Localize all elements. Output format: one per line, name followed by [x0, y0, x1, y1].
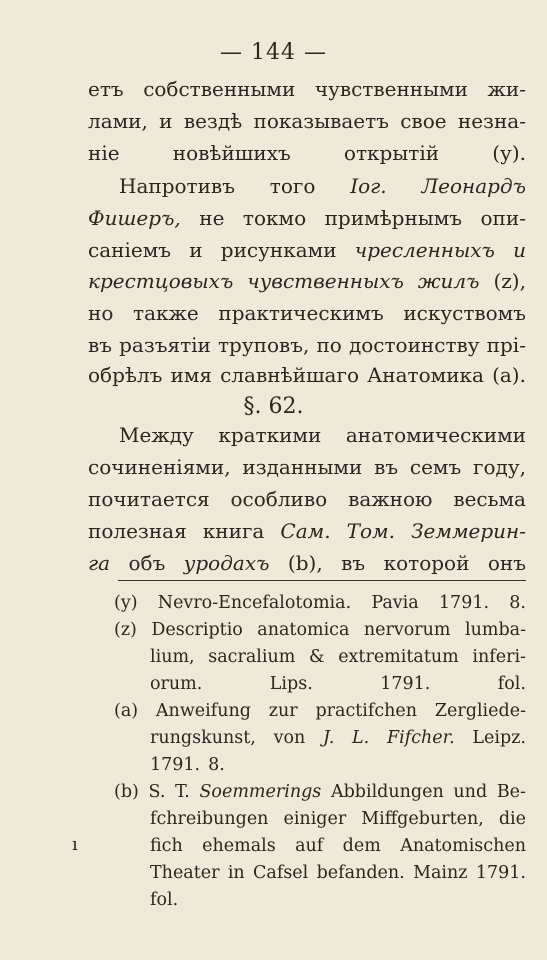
word: лами, — [88, 109, 148, 133]
word: ehemals — [202, 836, 276, 856]
footnote-line — [150, 860, 526, 887]
body-line — [88, 452, 526, 482]
word: незна- — [457, 109, 526, 133]
word: анатомическими — [345, 423, 526, 447]
word: S. — [148, 782, 166, 802]
word: того — [269, 174, 316, 198]
word: также — [133, 301, 199, 325]
word: опи- — [480, 206, 526, 230]
body-line — [88, 203, 526, 233]
word: Leipz. — [472, 728, 526, 748]
footnote-line — [150, 752, 526, 779]
word: von — [273, 728, 306, 748]
word: Abbildungen — [330, 782, 444, 802]
word: 1791. — [438, 593, 490, 613]
body-line — [88, 484, 526, 514]
word: сочиненіями, — [88, 455, 231, 479]
word: въ — [341, 551, 366, 575]
word: но — [88, 301, 114, 325]
word: Soemmerings — [199, 782, 322, 802]
word: показываетъ — [253, 109, 389, 133]
word: auf — [295, 836, 324, 856]
word: году, — [473, 455, 526, 479]
word: (b) — [114, 782, 139, 802]
word: lumba- — [464, 620, 526, 640]
word: Іог. — [350, 174, 387, 198]
body-line — [88, 360, 526, 390]
word: T. — [175, 782, 190, 802]
word: Pavia — [371, 593, 419, 613]
footnote-line — [114, 698, 526, 725]
word: 1791. — [380, 674, 431, 694]
word: книга — [202, 519, 265, 543]
word: fol. — [150, 890, 179, 910]
word: Be- — [496, 782, 526, 802]
word: не — [199, 206, 225, 230]
word: и — [159, 109, 173, 133]
word: Сам. — [280, 519, 331, 543]
word: Theater — [150, 863, 220, 883]
word: L. — [352, 728, 370, 748]
word: einiger — [283, 809, 347, 829]
word: практическимъ — [218, 301, 384, 325]
word: 8. — [208, 755, 225, 775]
word: почитается — [88, 487, 210, 511]
word: въ — [374, 455, 399, 479]
word: Cafsel — [253, 863, 309, 883]
word: in — [227, 863, 245, 883]
word: Anweifung — [155, 701, 251, 721]
body-line — [88, 266, 526, 296]
word: (z) — [114, 620, 137, 640]
word: lium, — [150, 647, 195, 667]
word: & — [308, 647, 325, 667]
word: (а). — [492, 363, 526, 387]
word: sacralium — [208, 647, 296, 667]
footnote-line — [150, 725, 526, 752]
word: Анатомика — [367, 363, 484, 387]
word: изданными — [242, 455, 363, 479]
word: которой — [383, 551, 470, 575]
word: befanden. — [316, 863, 405, 883]
word: die — [498, 809, 526, 829]
body-line — [88, 235, 526, 265]
word: труповъ, — [217, 333, 310, 357]
word: fchreibungen — [150, 809, 269, 829]
word: крестцовыхъ — [88, 269, 234, 293]
word: Леонардъ — [421, 174, 526, 198]
word: новѣйшихъ — [172, 141, 291, 165]
footnote-line — [150, 644, 526, 671]
word: ніе — [88, 141, 120, 165]
word: и — [513, 238, 526, 262]
word: Nevro-Encefalotomia. — [157, 593, 352, 613]
word: собственными — [143, 77, 296, 101]
word: (y) — [114, 593, 138, 613]
body-line — [88, 516, 526, 546]
word: весьма — [453, 487, 526, 511]
footnote-rule — [118, 580, 526, 581]
footnote-line — [114, 590, 526, 617]
body-line — [88, 298, 526, 328]
word: объ — [128, 551, 166, 575]
word: Descriptio — [151, 620, 243, 640]
word: уродахъ — [183, 551, 270, 575]
word: zur — [268, 701, 298, 721]
word: краткими — [218, 423, 322, 447]
word: (у). — [492, 141, 526, 165]
word: имя — [170, 363, 213, 387]
word: J. — [323, 728, 335, 748]
word: Lips. — [269, 674, 313, 694]
word: въ — [88, 333, 112, 357]
word: га — [88, 551, 111, 575]
body-line — [88, 171, 526, 201]
word: nervorum — [363, 620, 451, 640]
body-line — [88, 106, 526, 136]
word: онъ — [487, 551, 526, 575]
word: вездѣ — [183, 109, 243, 133]
body-line — [88, 420, 526, 450]
body-line — [88, 548, 526, 578]
word: обрѣлъ — [88, 363, 163, 387]
word: inferi- — [472, 647, 526, 667]
body-line — [88, 330, 526, 360]
word: чувственными — [314, 77, 468, 101]
word: (z), — [493, 269, 526, 293]
word: разъятіи — [119, 333, 211, 357]
word: rungskunst, — [150, 728, 256, 748]
word: чресленныхъ — [354, 238, 495, 262]
word: достоинству — [348, 333, 480, 357]
word: dem — [342, 836, 381, 856]
word: Земмерин- — [411, 519, 526, 543]
word: Zergliede- — [434, 701, 526, 721]
word: особливо — [230, 487, 328, 511]
section-heading: §. 62. — [243, 394, 304, 419]
word: саніемъ — [88, 238, 171, 262]
footnote-line — [150, 887, 526, 914]
word: важною — [348, 487, 433, 511]
word: етъ — [88, 77, 124, 101]
word: fol. — [497, 674, 526, 694]
footnote-line — [114, 617, 526, 644]
word: Miffgeburten, — [361, 809, 484, 829]
footnote-line — [114, 779, 526, 806]
word: (a) — [114, 701, 139, 721]
word: токмо — [242, 206, 307, 230]
word: чувственныхъ — [247, 269, 404, 293]
word: жи- — [487, 77, 526, 101]
footnote-line — [150, 671, 526, 698]
word: anatomica — [257, 620, 350, 640]
word: und — [453, 782, 488, 802]
word: Между — [119, 423, 194, 447]
word: свое — [400, 109, 447, 133]
word: Том. — [346, 519, 395, 543]
word: открытій — [343, 141, 440, 165]
word: fich — [150, 836, 183, 856]
word: (b), — [287, 551, 323, 575]
word: 8. — [509, 593, 526, 613]
word: и — [189, 238, 203, 262]
word: славнѣйшаго — [220, 363, 359, 387]
word: прі- — [486, 333, 526, 357]
word: жилъ — [417, 269, 480, 293]
word: 1791. — [150, 755, 201, 775]
word: extremitatum — [338, 647, 459, 667]
margin-mark: ı — [72, 834, 78, 855]
footnote-line — [150, 806, 526, 833]
word: 1791. — [475, 863, 526, 883]
body-line — [88, 74, 526, 104]
word: Fifcher. — [387, 728, 455, 748]
word: Anatomischen — [400, 836, 526, 856]
word: Фишеръ, — [88, 206, 181, 230]
word: по — [316, 333, 342, 357]
word: искуствомъ — [403, 301, 526, 325]
word: practifchen — [315, 701, 418, 721]
word: orum. — [150, 674, 203, 694]
body-line — [88, 138, 526, 168]
word: семъ — [409, 455, 462, 479]
footnote-line — [150, 833, 526, 860]
word: Напротивъ — [119, 174, 235, 198]
word: Mainz — [413, 863, 468, 883]
word: рисунками — [220, 238, 337, 262]
word: полезная — [88, 519, 187, 543]
page-number: — 144 — — [220, 40, 327, 65]
word: примѣрнымъ — [324, 206, 463, 230]
